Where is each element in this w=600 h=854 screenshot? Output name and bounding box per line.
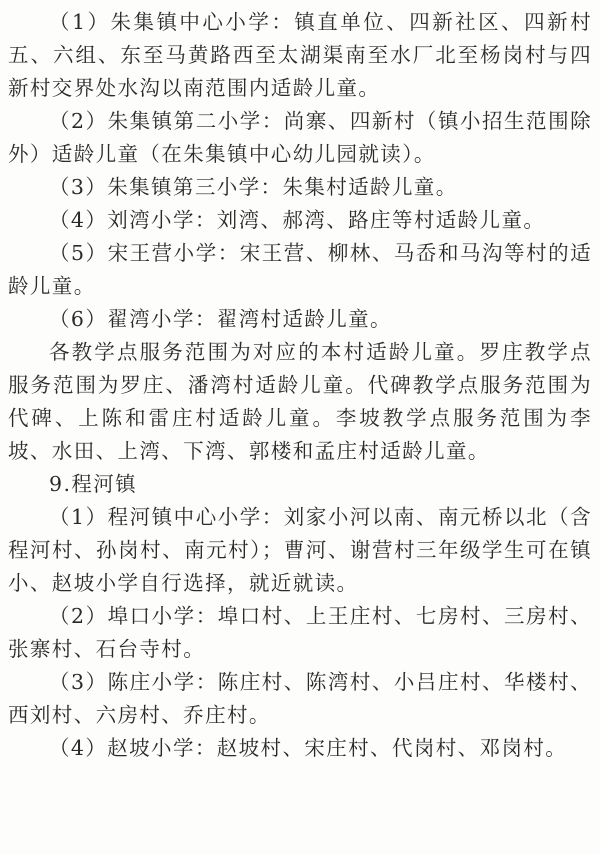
paragraph-chenghe-central-primary: （1）程河镇中心小学：刘家小河以南、南元桥以北（含程河村、孙岗村、南元村）；曹河、谢营村三年级学生可在镇小、赵坡小学自行选择，就近就读。 — [8, 505, 592, 595]
paragraph-zhuji-second-primary: （2）朱集镇第二小学：尚寨、四新村（镇小招生范围除外）适龄儿童（在朱集镇中心幼儿园就读）。 — [8, 109, 592, 166]
paragraph-songwangying-primary: （5）宋王营小学：宋王营、柳林、马岙和马沟等村的适龄儿童。 — [8, 241, 592, 298]
paragraph-diwan-primary: （6）翟湾小学：翟湾村适龄儿童。 — [49, 307, 392, 331]
paragraph-chenzhuang-primary: （3）陈庄小学：陈庄村、陈湾村、小吕庄村、华楼村、西刘村、六房村、乔庄村。 — [8, 670, 592, 727]
paragraph-zhuji-third-primary: （3）朱集镇第三小学：朱集村适龄儿童。 — [49, 175, 458, 199]
document-body — [8, 6, 592, 765]
section-heading-chenghe: 9.程河镇 — [49, 472, 138, 496]
paragraph-liuwan-primary: （4）刘湾小学：刘湾、郝湾、路庄等村适龄儿童。 — [49, 208, 546, 232]
paragraph-zhaopo-primary: （4）赵坡小学：赵坡村、宋庄村、代岗村、邓岗村。 — [49, 736, 568, 760]
paragraph-zhuji-central-primary: （1）朱集镇中心小学：镇直单位、四新社区、四新村五、六组、东至马黄路西至太湖渠南至水厂北至杨岗村与四新村交界处水沟以南范围内适龄儿童。 — [8, 10, 592, 100]
paragraph-bukou-primary: （2）埠口小学：埠口村、上王庄村、七房村、三房村、张寨村、石台寺村。 — [8, 604, 592, 661]
paragraph-teaching-points: 各教学点服务范围为对应的本村适龄儿童。罗庄教学点服务范围为罗庄、潘湾村适龄儿童。代碑教学点服务范围为代碑、上陈和雷庄村适龄儿童。李坡教学点服务范围为李坡、水田、上湾、下湾、郭楼和孟庄村适龄儿童。 — [8, 340, 592, 463]
